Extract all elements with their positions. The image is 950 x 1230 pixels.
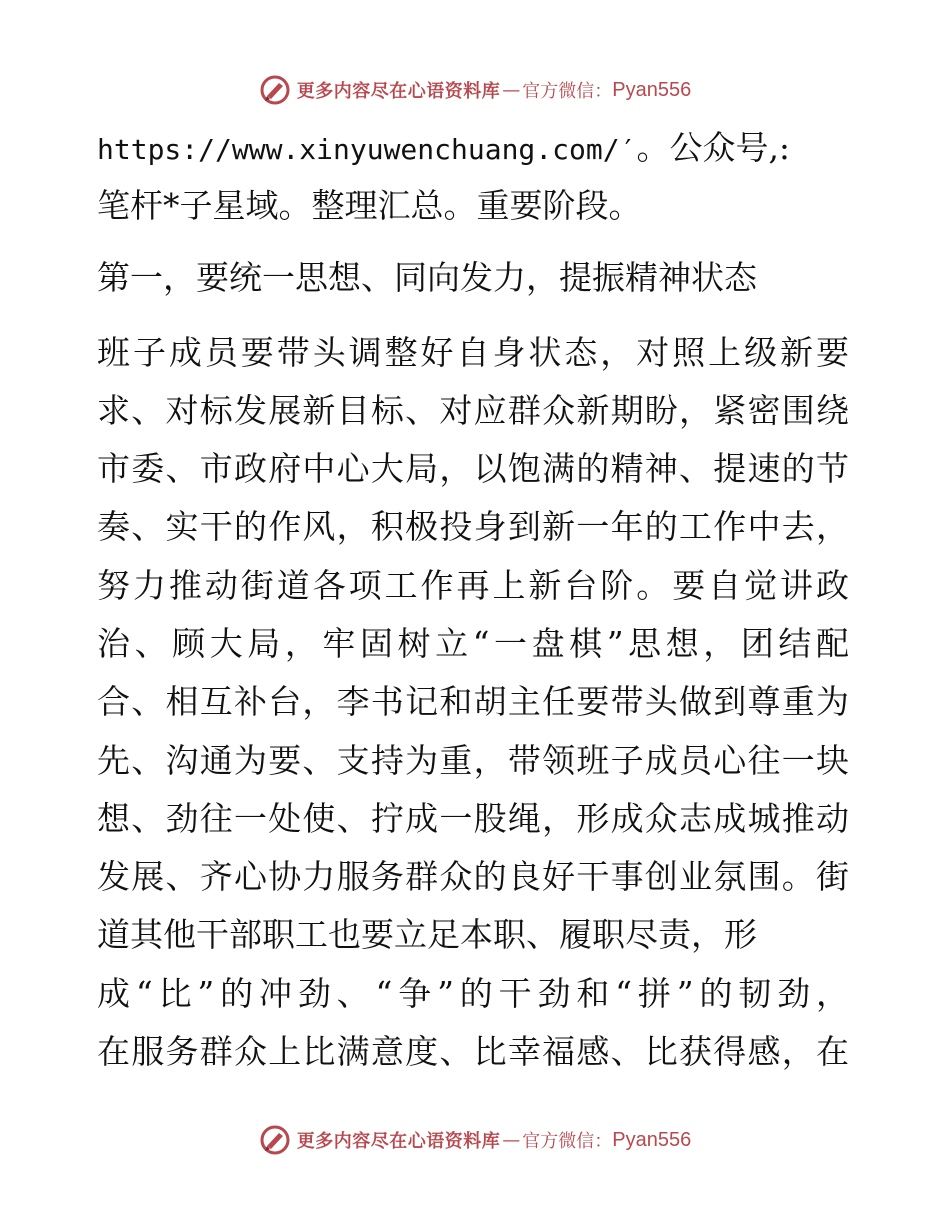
footer-official-label: 官方微信： (522, 1131, 613, 1152)
header-wechat-id: Pyan556 (612, 78, 692, 101)
header-brand-text: 更多内容尽在心语资料库 (296, 81, 501, 102)
footer-banner (0, 1122, 950, 1158)
paragraph-line-7: 合、相互补台，李书记和胡主任要带头做到尊重为 (97, 682, 849, 721)
paragraph-line-9: 想、劲往一处使、拧成一股绳，形成众志成城推动 (97, 799, 849, 838)
paragraph-line-3: 市委、市政府中心大局，以饱满的精神、提速的节 (97, 449, 849, 488)
paragraph-line-12: 成“比”的冲劲、“争”的干劲和“拼”的韧劲， (97, 974, 849, 1013)
paragraph-line-10: 发展、齐心协力服务群众的良好干事创业氛围。街 (97, 857, 849, 896)
source-url: https://www.xinyuwenchuang.com/′ (97, 133, 637, 166)
paragraph-line-11: 道其他干部职工也要立足本职、履职尽责，形 (97, 915, 757, 954)
paragraph-line-1: 班子成员要带头调整好自身状态，对照上级新要 (97, 333, 849, 372)
paragraph-line-4: 奏、实干的作风，积极投身到新一年的工作中去， (97, 507, 849, 546)
paragraph-line-8: 先、沟通为要、支持为重，带领班子成员心往一块 (97, 741, 849, 780)
footer-brand-text: 更多内容尽在心语资料库 (296, 1131, 501, 1152)
source-line-1 (97, 128, 790, 168)
section-heading: 第一，要统一思想、同向发力，提振精神状态 (97, 258, 757, 297)
footer-wechat-id: Pyan556 (612, 1128, 692, 1151)
paragraph-line-2: 求、对标发展新目标、对应群众新期盼，紧密围绕 (97, 391, 849, 430)
pen-logo-icon (259, 1124, 291, 1156)
footer-dash: — (502, 1129, 521, 1151)
paragraph-line-6: 治、顾大局，牢固树立“一盘棋”思想，团结配 (97, 624, 849, 663)
source-line-2: 笔杆*子星域。整理汇总。重要阶段。 (97, 186, 642, 225)
paragraph-line-13: 在服务群众上比满意度、比幸福感、比获得感，在 (97, 1032, 849, 1071)
source-line-1-suffix: 。公众号,: (636, 128, 791, 167)
header-official-label: 官方微信： (522, 81, 613, 102)
header-dash: — (502, 79, 521, 101)
paragraph-line-5: 努力推动街道各项工作再上新台阶。要自觉讲政 (97, 566, 849, 605)
